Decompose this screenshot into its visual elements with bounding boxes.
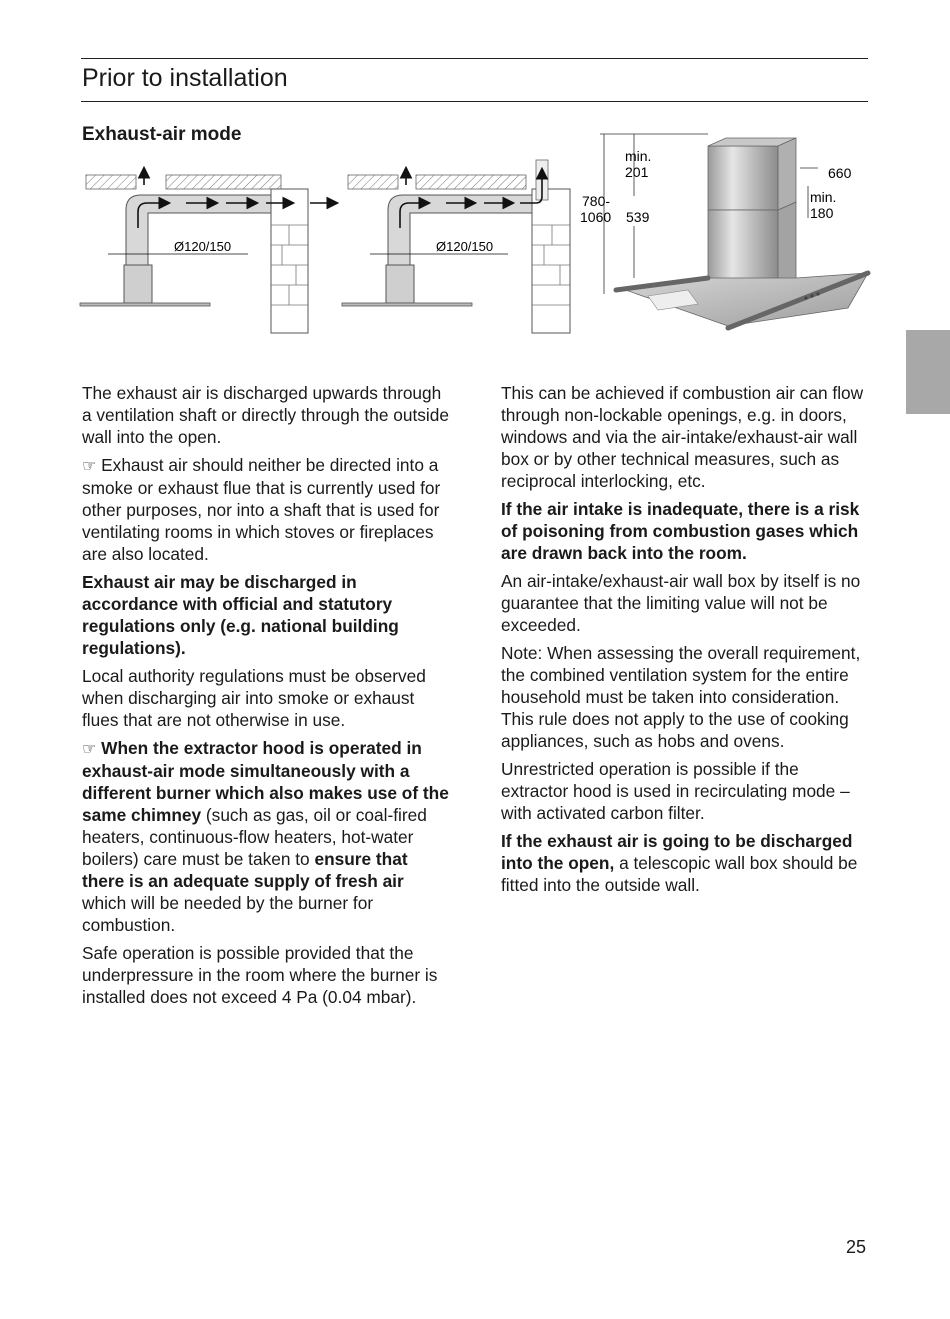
bold-text: If the air intake is inadequate, there is a risk of poisoning from combustion gases which are drawn back into the room.: [501, 499, 860, 563]
section-heading: Exhaust-air mode: [82, 124, 242, 145]
pointing-hand-icon: ☞: [82, 739, 97, 758]
bold-text: If the exhaust air is going to be discharged into the open,: [501, 831, 853, 873]
paragraph: Safe operation is possible provided that the underpressure in the room where the burner is installed does not exceed 4 Pa (0.04 mbar).: [82, 943, 438, 1007]
paragraph-warning: [82, 737, 450, 936]
dim-1060: 1060: [580, 209, 612, 225]
diameter-label-2: Ø120/150: [436, 239, 494, 254]
paragraph: An air-intake/exhaust-air wall box by itself is no guarantee that the limiting value will not be exceeded.: [501, 571, 861, 635]
paragraph-bold: [82, 571, 450, 659]
text: which will be needed by the burner for combustion.: [82, 893, 374, 935]
dim-539: 539: [626, 209, 650, 225]
bold-text: When the extractor hood is operated in exhaust-air mode simultaneously with a different burner which also makes use of the same chimney: [82, 738, 449, 825]
dim-660: 660: [828, 165, 852, 181]
chapter-tab-marker: [906, 330, 950, 414]
paragraph-note: [82, 454, 450, 565]
paragraph: Unrestricted operation is possible if the extractor hood is used in recirculating mode – with activated carbon filter.: [501, 759, 850, 823]
text: a telescopic wall box should be fitted into the outside wall.: [501, 853, 858, 895]
bold-text: Exhaust air may be discharged in accordance with official and statutory regulations only (e.g. national building regulations).: [82, 572, 399, 658]
paragraph: This can be achieved if combustion air can flow through non-lockable openings, e.g. in doors, windows and via the air-intake/exhaust-air wall box or by other technical measures, such as reciprocal interlocking, etc.: [501, 383, 864, 491]
title-underline: [81, 101, 868, 102]
dim-min-label-2: min.: [810, 189, 837, 205]
paragraph: The exhaust air is discharged upwards through a ventilation shaft or directly through the outside wall into the open.: [82, 383, 449, 447]
paragraph: Note: When assessing the overall requirement, the combined ventilation system for the entire household must be taken into consideration. This rule does not apply to the use of cooking appliances, such as hobs and ovens.: [501, 643, 861, 751]
note-text: Exhaust air should neither be directed into a smoke or exhaust flue that is currently used for other purposes, nor into a shaft that is used for ventilating rooms in which stoves or fireplaces are also located.: [82, 455, 441, 564]
diameter-label-1: Ø120/150: [174, 239, 232, 254]
pointing-hand-icon: ☞: [82, 456, 97, 475]
left-column: [82, 382, 450, 1014]
page-title: Prior to installation: [82, 64, 288, 92]
dim-min-label-1: min.: [625, 148, 652, 164]
dim-180: 180: [810, 205, 834, 221]
dim-780: 780-: [582, 193, 611, 209]
page-number: 25: [846, 1237, 867, 1257]
paragraph-mixed: [501, 830, 869, 896]
right-column: [501, 382, 869, 902]
dim-201: 201: [625, 164, 649, 180]
bold-text: ensure that there is an adequate supply of fresh air: [82, 849, 408, 891]
diagram-exhaust-wall: [78, 150, 340, 335]
text: (such as gas, oil or coal-fired heaters, continuous-flow heaters, hot-water boilers) care must be taken to: [82, 805, 427, 869]
paragraph: Local authority regulations must be observed when discharging air into smoke or exhaust flues that are not otherwise in use.: [82, 666, 426, 730]
diagram-hood-dimensions: [578, 128, 873, 338]
top-rule: [81, 58, 868, 59]
diagram-exhaust-chimney: [340, 150, 575, 335]
paragraph-bold: [501, 498, 869, 564]
